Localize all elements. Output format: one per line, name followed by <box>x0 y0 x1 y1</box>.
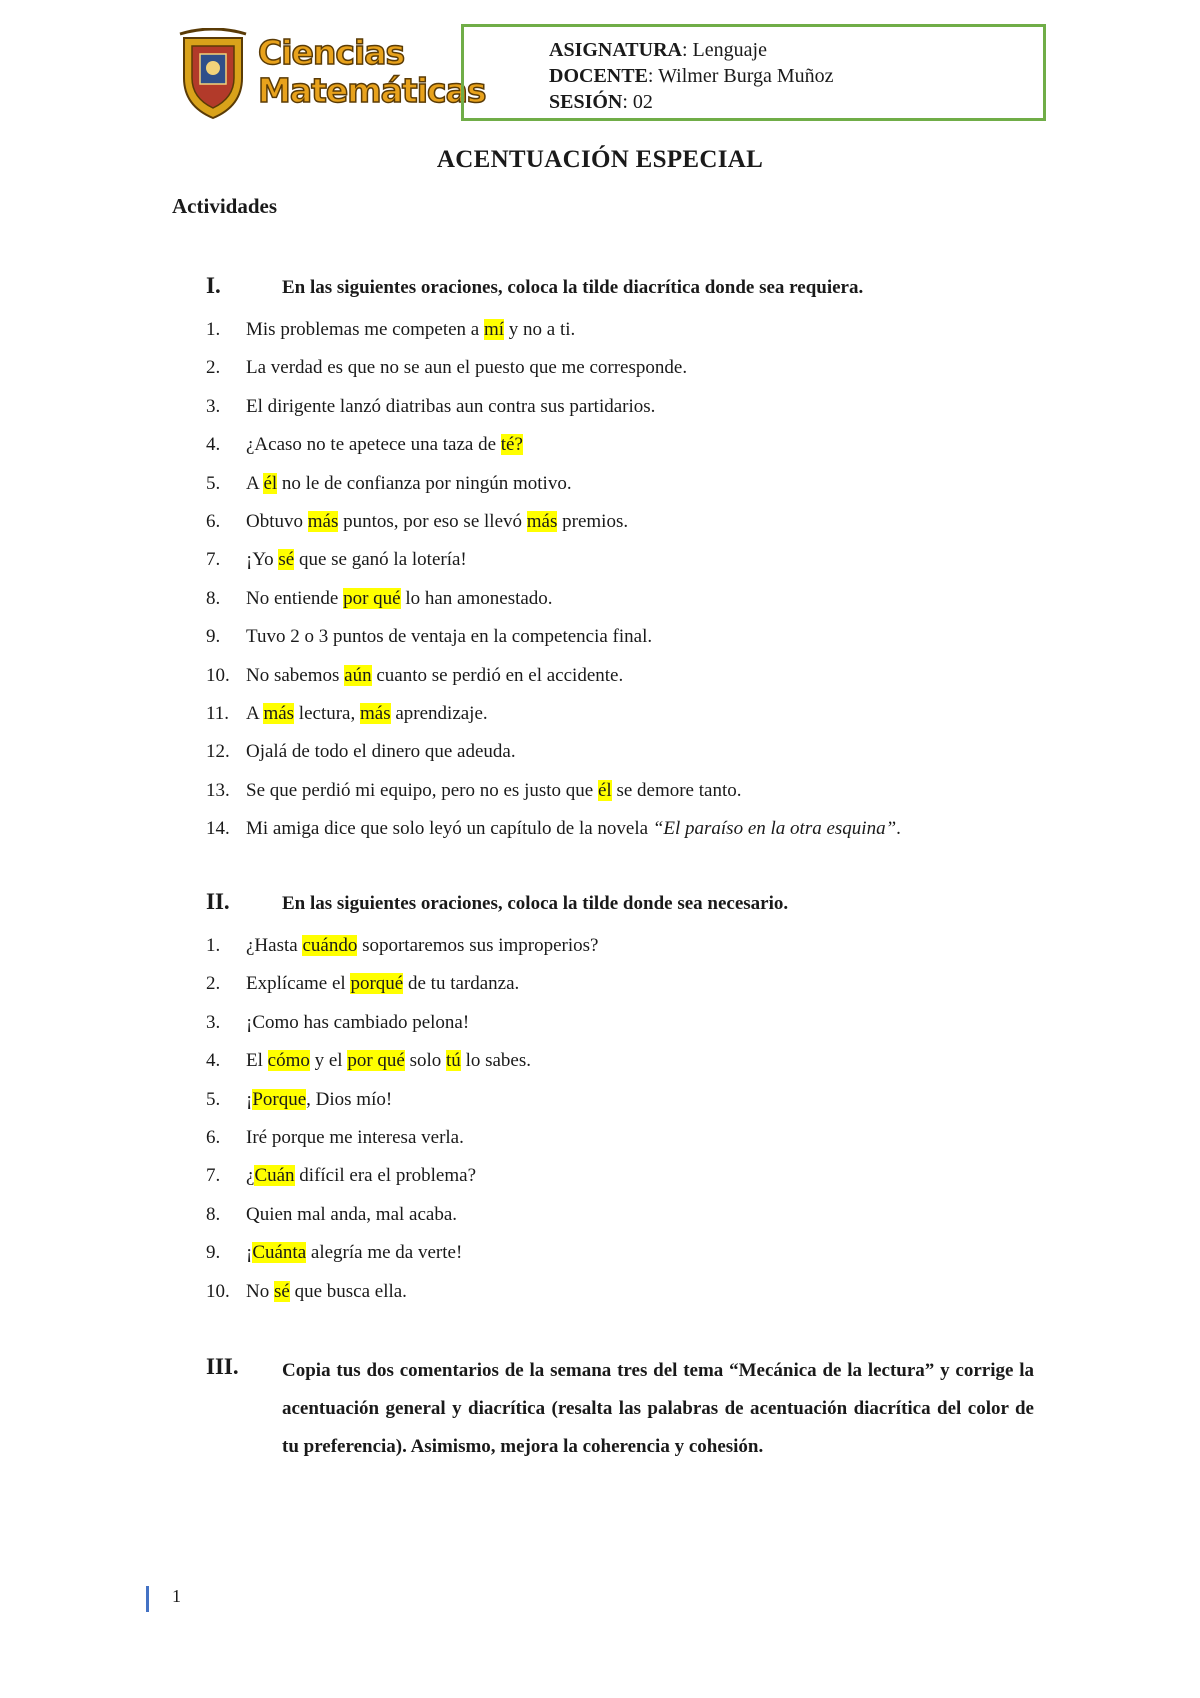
highlighted-word: más <box>307 511 339 532</box>
text-segment: No entiende <box>246 587 344 609</box>
highlighted-word: él <box>597 779 612 801</box>
item-text <box>246 1049 531 1073</box>
italic-title: “El paraíso en la otra esquina” <box>652 818 897 840</box>
logo-line-1: Ciencias <box>258 33 405 72</box>
highlighted-word: té? <box>500 434 523 456</box>
text-segment: Obtuvo <box>246 511 308 532</box>
text-segment: La verdad es que no se aun el puesto que me corresponde. <box>246 357 688 379</box>
highlighted-word: por qué <box>343 587 401 609</box>
docente-line <box>549 64 834 88</box>
part3-number: III. <box>206 1354 239 1379</box>
highlighted-word: Porque <box>252 1088 307 1110</box>
item-number: 3. <box>206 395 221 417</box>
document-title: ACENTUACIÓN ESPECIAL <box>436 146 764 173</box>
text-segment: El dirigente lanzó diatribas aun contra sus partidarios. <box>246 395 656 417</box>
text-segment: Mis problemas me competen a <box>246 319 484 340</box>
sesion-label: SESIÓN <box>549 91 623 113</box>
text-segment: no le de confianza por ningún motivo. <box>277 472 572 494</box>
asignatura-value: : Lenguaje <box>681 39 767 61</box>
text-segment: se demore tanto. <box>611 779 742 801</box>
highlighted-word: sé <box>278 549 295 571</box>
text-segment: Explícame el <box>246 973 351 995</box>
item-text <box>246 1011 469 1035</box>
item-number: 2. <box>206 973 221 995</box>
highlighted-word: Cuánta <box>252 1242 307 1264</box>
item-text <box>246 779 741 803</box>
item-text <box>246 356 687 380</box>
text-segment: Mi amiga dice que solo leyó un capítulo de la novela <box>246 818 653 840</box>
text-segment: . <box>896 818 901 840</box>
text-segment: Ojalá de todo el dinero que adeuda. <box>246 741 516 763</box>
item-number: 13. <box>206 779 230 801</box>
item-number: 5. <box>206 472 221 494</box>
text-segment: puntos, por eso se llevó <box>338 511 527 532</box>
highlighted-word: él <box>263 472 278 494</box>
text-segment: Se que perdió mi equipo, pero no es justo que <box>246 779 598 801</box>
logo-line-2: Matemáticas <box>258 71 486 110</box>
item-number: 7. <box>206 1165 221 1187</box>
item-text <box>246 587 553 611</box>
item-number: 10. <box>206 1280 230 1302</box>
institution-logo <box>176 28 486 120</box>
asignatura-label: ASIGNATURA <box>549 39 682 61</box>
item-number: 1. <box>206 319 221 340</box>
highlighted-word: por qué <box>347 1050 405 1072</box>
course-info-box <box>461 24 1046 121</box>
crest-icon <box>176 28 250 120</box>
item-text <box>246 1241 462 1265</box>
item-number: 9. <box>206 626 221 648</box>
part2-number: II. <box>206 889 230 914</box>
item-text <box>246 395 655 419</box>
item-number: 7. <box>206 549 221 571</box>
part3-instructions: Copia tus dos comentarios de la semana tres del tema “Mecánica de la lectura” y corrige la acentuación general y diacrítica (resalta las palabras de acentuación diacrítica del color de tu preferencia). Asimismo, mejora la coherencia y cohesión. <box>282 1360 1034 1457</box>
item-text <box>246 1088 392 1112</box>
part2-heading-text: En las siguientes oraciones, coloca la tilde donde sea necesario. <box>282 893 789 914</box>
highlighted-word: tú <box>446 1050 461 1072</box>
item-number: 4. <box>206 434 221 456</box>
item-text <box>246 433 523 457</box>
item-number: 3. <box>206 1011 221 1033</box>
item-text <box>246 1164 476 1188</box>
text-segment: Tuvo 2 o 3 puntos de ventaja en la competencia final. <box>246 626 653 648</box>
docente-label: DOCENTE <box>549 65 648 87</box>
text-segment: , Dios mío! <box>306 1088 393 1110</box>
item-number: 6. <box>206 511 221 532</box>
text-segment: que se ganó la lotería! <box>294 549 467 571</box>
item-number: 1. <box>206 935 221 956</box>
item-text <box>246 472 572 496</box>
sesion-line <box>549 90 653 114</box>
text-segment: aprendizaje. <box>390 703 488 724</box>
text-segment: A <box>246 703 264 724</box>
text-segment: que busca ella. <box>289 1280 407 1302</box>
text-segment: difícil era el problema? <box>294 1165 477 1187</box>
item-text <box>246 972 519 996</box>
item-number: 10. <box>206 664 230 686</box>
highlighted-word: más <box>263 703 295 724</box>
docente-value: : Wilmer Burga Muñoz <box>647 65 834 87</box>
text-segment: lo han amonestado. <box>400 587 553 609</box>
part1-number: I. <box>206 273 221 298</box>
text-segment: ¿Acaso no te apetece una taza de <box>246 434 501 456</box>
text-segment: soportaremos sus improperios? <box>357 935 599 956</box>
text-segment: de tu tardanza. <box>403 973 520 995</box>
text-segment: ¿Hasta <box>246 935 303 956</box>
item-number: 8. <box>206 1203 221 1225</box>
text-segment: premios. <box>557 511 629 532</box>
item-number: 11. <box>206 703 230 724</box>
text-segment: cuanto se perdió en el accidente. <box>371 664 624 686</box>
item-text <box>246 1126 464 1150</box>
highlighted-word: cómo <box>267 1050 310 1072</box>
highlighted-word: aún <box>344 664 372 686</box>
part1-heading-text: En las siguientes oraciones, coloca la tilde diacrítica donde sea requiera. <box>282 277 864 298</box>
item-number: 5. <box>206 1088 221 1110</box>
item-text <box>246 664 623 688</box>
highlighted-word: mí <box>483 319 505 340</box>
text-segment: y el <box>309 1050 348 1072</box>
item-text <box>246 817 901 841</box>
text-segment: ¿ <box>246 1165 255 1187</box>
highlighted-word: más <box>526 511 558 532</box>
text-segment: A <box>246 472 264 494</box>
text-segment: lo sabes. <box>460 1050 531 1072</box>
item-text <box>246 740 516 764</box>
asignatura-line <box>549 38 767 62</box>
highlighted-word: porqué <box>350 973 404 995</box>
text-segment: Quien mal anda, mal acaba. <box>246 1203 458 1225</box>
text-segment: No sabemos <box>246 664 345 686</box>
item-number: 2. <box>206 357 221 379</box>
item-text <box>246 318 575 342</box>
text-segment: ¡Yo <box>246 549 279 571</box>
highlighted-word: Cuán <box>254 1165 295 1187</box>
text-segment: El <box>246 1050 268 1072</box>
item-number: 6. <box>206 1127 221 1148</box>
text-segment: Iré porque me interesa verla. <box>246 1127 464 1148</box>
text-segment: lectura, <box>294 703 360 724</box>
item-text <box>246 934 598 958</box>
item-text <box>246 1203 457 1227</box>
page-number: 1 <box>172 1586 181 1606</box>
item-text <box>246 625 652 649</box>
text-segment: ¡ <box>246 1088 253 1110</box>
highlighted-word: sé <box>273 1280 290 1302</box>
text-segment: No <box>246 1280 274 1302</box>
highlighted-word: más <box>359 703 391 724</box>
text-segment: ¡ <box>246 1242 253 1264</box>
activities-heading: Actividades <box>172 194 277 218</box>
item-text <box>246 548 467 572</box>
item-number: 9. <box>206 1242 221 1264</box>
sesion-value: : 02 <box>622 91 653 113</box>
item-number: 14. <box>206 818 230 840</box>
page-number-bar <box>146 1586 149 1612</box>
text-segment: alegría me da verte! <box>306 1242 463 1264</box>
item-text <box>246 1280 407 1304</box>
text-segment: solo <box>404 1050 447 1072</box>
item-number: 8. <box>206 587 221 609</box>
item-number: 12. <box>206 741 230 763</box>
text-segment: y no a ti. <box>504 319 576 340</box>
item-number: 4. <box>206 1050 221 1072</box>
item-text <box>246 510 628 534</box>
highlighted-word: cuándo <box>302 935 358 956</box>
text-segment: ¡Como has cambiado pelona! <box>246 1011 470 1033</box>
logo-wordmark <box>258 34 485 110</box>
item-text <box>246 702 488 726</box>
